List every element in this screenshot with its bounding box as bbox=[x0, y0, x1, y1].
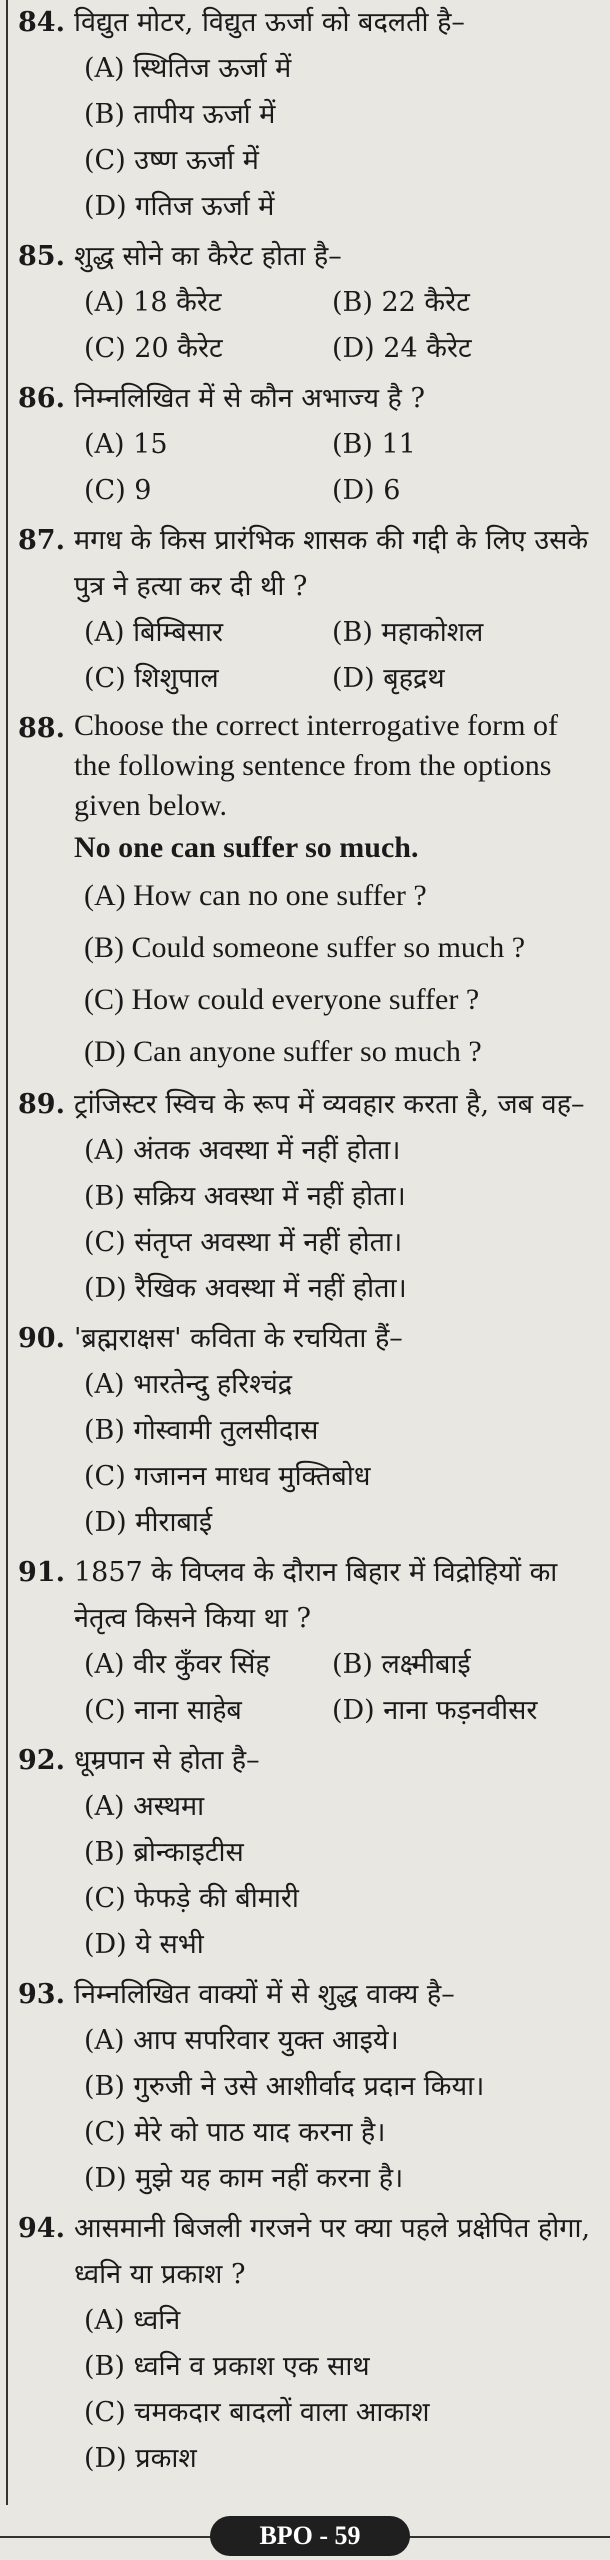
option-list bbox=[74, 1784, 598, 1968]
question-text: शुद्ध सोने का कैरेट होता है– bbox=[74, 241, 342, 272]
option-b: (B) गुरुजी ने उसे आशीर्वाद प्रदान किया। bbox=[84, 2071, 485, 2102]
question-text: 'ब्रह्मराक्षस' कविता के रचयिता हैं– bbox=[74, 1323, 403, 1354]
question-number: 94. bbox=[18, 2213, 65, 2244]
question-text: धूम्रपान से होता है– bbox=[74, 1745, 260, 1776]
question-92 bbox=[18, 1738, 598, 1968]
option-b: (B) सक्रिय अवस्था में नहीं होता। bbox=[84, 1181, 406, 1212]
option-a: (A) अंतक अवस्था में नहीं होता। bbox=[84, 1135, 401, 1166]
question-number: 86. bbox=[18, 383, 65, 414]
question-number: 90. bbox=[18, 1323, 65, 1354]
option-c: (C) गजानन माधव मुक्तिबोध bbox=[84, 1461, 371, 1492]
option-d: (D) मीराबाई bbox=[84, 1507, 213, 1538]
option-b: (B) 22 कैरेट bbox=[332, 287, 470, 318]
option-list bbox=[74, 2018, 598, 2202]
option-c: (C) शिशुपाल bbox=[84, 663, 219, 694]
question-88 bbox=[18, 706, 598, 1078]
option-c: (C) संतृप्त अवस्था में नहीं होता। bbox=[84, 1227, 403, 1258]
option-list bbox=[74, 280, 598, 372]
question-85 bbox=[18, 234, 598, 372]
question-number: 89. bbox=[18, 1089, 65, 1120]
question-text: आसमानी बिजली गरजने पर क्या पहले प्रक्षेपित होगा, ध्वनि या प्रकाश ? bbox=[74, 2213, 591, 2290]
question-text: 1857 के विप्लव के दौरान बिहार में विद्रोहियों का नेतृत्व किसने किया था ? bbox=[74, 1557, 558, 1634]
question-text: मगध के किस प्रारंभिक शासक की गद्दी के लिए उसके पुत्र ने हत्या कर दी थी ? bbox=[74, 525, 589, 602]
option-list bbox=[74, 1362, 598, 1546]
option-a: (A) 18 कैरेट bbox=[84, 287, 222, 318]
option-d: (D) बृहद्रथ bbox=[332, 663, 445, 694]
option-d: (D) 6 bbox=[332, 475, 401, 506]
option-list bbox=[74, 610, 598, 702]
option-a: (A) आप सपरिवार युक्त आइये। bbox=[84, 2025, 399, 2056]
option-b: (B) महाकोशल bbox=[332, 617, 484, 648]
question-94 bbox=[18, 2206, 598, 2482]
question-number: 93. bbox=[18, 1979, 65, 2010]
option-a: (A) 15 bbox=[84, 429, 168, 460]
question-number: 92. bbox=[18, 1745, 65, 1776]
question-list bbox=[18, 0, 598, 2486]
option-list bbox=[74, 422, 598, 514]
option-list bbox=[74, 46, 598, 230]
option-d: (D) ये सभी bbox=[84, 1929, 204, 1960]
option-a: (A) अस्थमा bbox=[84, 1791, 205, 1822]
option-list bbox=[74, 1128, 598, 1312]
question-number: 88. bbox=[18, 713, 65, 744]
option-a: (A) How can no one suffer ? bbox=[84, 879, 427, 912]
option-b: (B) 11 bbox=[332, 429, 416, 460]
option-c: (C) मेरे को पाठ याद करना है। bbox=[84, 2117, 386, 2148]
question-number: 87. bbox=[18, 525, 65, 556]
option-d: (D) Can anyone suffer so much ? bbox=[84, 1035, 482, 1068]
option-a: (A) बिम्बिसार bbox=[84, 617, 224, 648]
option-b: (B) तापीय ऊर्जा में bbox=[84, 99, 276, 130]
question-90 bbox=[18, 1316, 598, 1546]
question-number: 85. bbox=[18, 241, 65, 272]
question-text: विद्युत मोटर, विद्युत ऊर्जा को बदलती है– bbox=[74, 7, 465, 38]
option-a: (A) वीर कुँवर सिंह bbox=[84, 1649, 270, 1680]
page-footer bbox=[0, 2510, 610, 2560]
option-c: (C) चमकदार बादलों वाला आकाश bbox=[84, 2397, 430, 2428]
option-a: (A) ध्वनि bbox=[84, 2305, 181, 2336]
option-d: (D) रैखिक अवस्था में नहीं होता। bbox=[84, 1273, 407, 1304]
option-c: (C) How could everyone suffer ? bbox=[84, 983, 480, 1016]
question-89 bbox=[18, 1082, 598, 1312]
question-number: 84. bbox=[18, 7, 65, 38]
option-d: (D) नाना फड़नवीसर bbox=[332, 1695, 538, 1726]
option-d: (D) गतिज ऊर्जा में bbox=[84, 191, 275, 222]
option-b: (B) ब्रोन्काइटीस bbox=[84, 1837, 244, 1868]
option-c: (C) 9 bbox=[84, 475, 152, 506]
page-number-badge: BPO - 59 bbox=[210, 2516, 410, 2556]
option-d: (D) प्रकाश bbox=[84, 2443, 197, 2474]
question-sentence: No one can suffer so much. bbox=[74, 831, 419, 864]
option-list bbox=[74, 1642, 598, 1734]
question-91 bbox=[18, 1550, 598, 1734]
option-c: (C) फेफड़े की बीमारी bbox=[84, 1883, 299, 1914]
question-text: ट्रांजिस्टर स्विच के रूप में व्यवहार करता है, जब वह– bbox=[74, 1089, 585, 1120]
option-a: (A) भारतेन्दु हरिश्चंद्र bbox=[84, 1369, 293, 1400]
option-a: (A) स्थितिज ऊर्जा में bbox=[84, 53, 292, 84]
left-margin-rule bbox=[6, 0, 8, 2505]
option-b: (B) ध्वनि व प्रकाश एक साथ bbox=[84, 2351, 370, 2382]
option-list bbox=[74, 2298, 598, 2482]
option-d: (D) 24 कैरेट bbox=[332, 333, 472, 364]
option-list bbox=[74, 870, 598, 1078]
question-84 bbox=[18, 0, 598, 230]
question-text: निम्नलिखित वाक्यों में से शुद्ध वाक्य है– bbox=[74, 1979, 455, 2010]
question-text: Choose the correct interrogative form of the following sentence from the options given below. bbox=[74, 709, 558, 822]
option-d: (D) मुझे यह काम नहीं करना है। bbox=[84, 2163, 404, 2194]
option-c: (C) नाना साहेब bbox=[84, 1695, 242, 1726]
option-b: (B) Could someone suffer so much ? bbox=[84, 931, 526, 964]
question-86 bbox=[18, 376, 598, 514]
question-87 bbox=[18, 518, 598, 702]
option-c: (C) 20 कैरेट bbox=[84, 333, 223, 364]
option-b: (B) लक्ष्मीबाई bbox=[332, 1649, 471, 1680]
option-b: (B) गोस्वामी तुलसीदास bbox=[84, 1415, 319, 1446]
question-text: निम्नलिखित में से कौन अभाज्य है ? bbox=[74, 383, 425, 414]
question-93 bbox=[18, 1972, 598, 2202]
option-c: (C) उष्ण ऊर्जा में bbox=[84, 145, 259, 176]
question-number: 91. bbox=[18, 1557, 65, 1588]
